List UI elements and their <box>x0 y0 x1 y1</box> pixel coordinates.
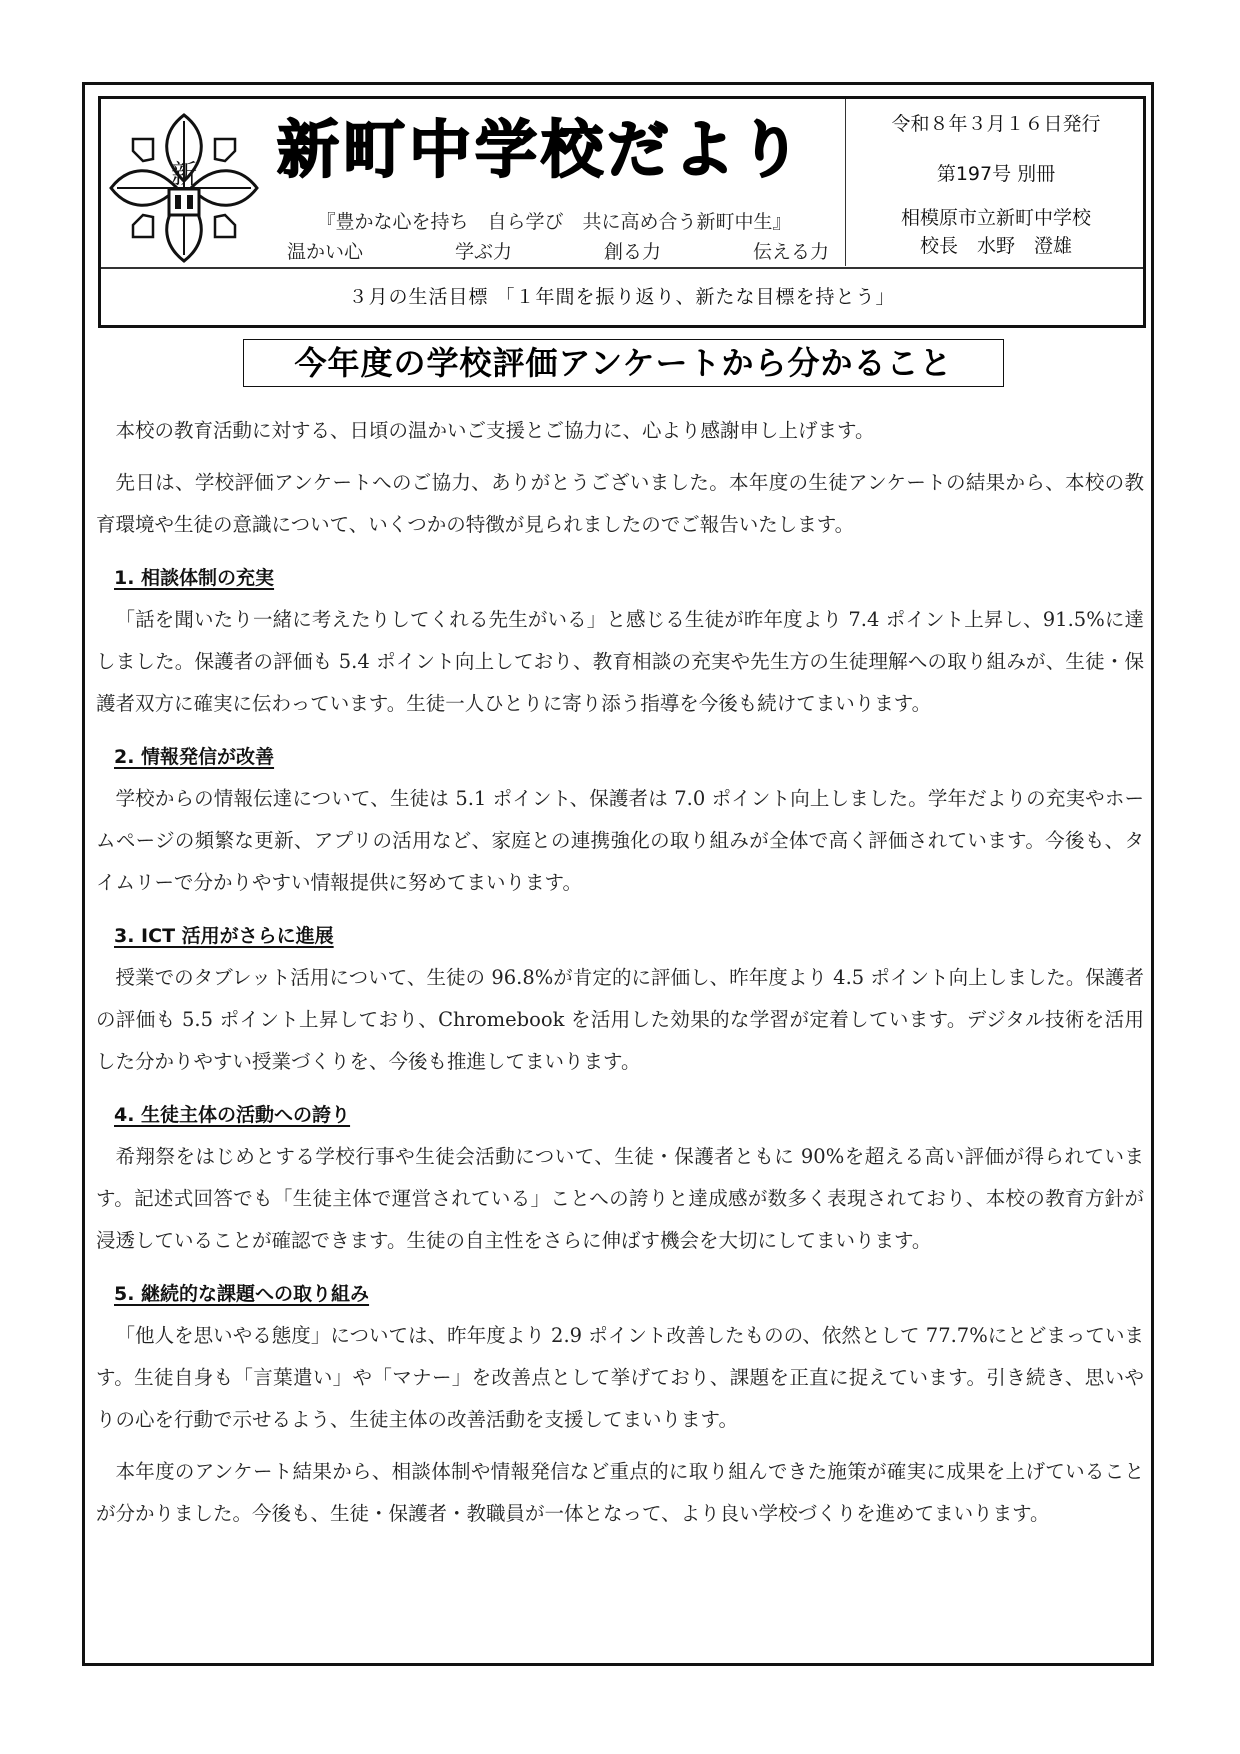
closing-paragraph: 本年度のアンケート結果から、相談体制や情報発信など重点的に取り組んできた施策が確実に成果を上げていることが分かりました。今後も、生徒・保護者・教職員が一体となって、より良い学校づくりを進めてまいります。 <box>96 1460 1144 1525</box>
section-heading: 5. 継続的な課題への取り組み <box>114 1283 370 1305</box>
section-body: 「他人を思いやる態度」については、昨年度より 2.9 ポイント改善したものの、依然として 77.7%にとどまっています。生徒自身も「言葉遣い」や「マナー」を改善点として挙げており、課題を正直に捉えています。引き続き、思いやりの心を行動で示せるよう、生徒主体の改善活動を支援してまいります。 <box>96 1324 1144 1431</box>
section-body: 学校からの情報伝達について、生徒は 5.1 ポイント、保護者は 7.0 ポイント向上しました。学年だよりの充実やホームページの頻繁な更新、アプリの活用など、家庭との連携強化の取り組みが全体で高く評価されています。今後も、タイムリーで分かりやすい情報提供に努めてまいります。 <box>96 787 1144 894</box>
school-motto: 『豊かな心を持ち 自ら学び 共に高め合う新町中生』 <box>316 211 792 233</box>
intro-paragraph: 先日は、学校評価アンケートへのご協力、ありがとうございました。本年度の生徒アンケートの結果から、本校の教育環境や生徒の意識について、いくつかの特徴が見られましたのでご報告いたします。 <box>96 471 1144 536</box>
section-heading: 2. 情報発信が改善 <box>114 746 275 768</box>
school-name: 相模原市立新町中学校 <box>900 207 1091 229</box>
value-item: 伝える力 <box>752 241 829 263</box>
header-top <box>101 99 1143 269</box>
document-body <box>96 410 1144 1545</box>
issue-info <box>845 99 1146 266</box>
monthly-goal: ３月の生活目標 「１年間を振り返り、新たな目標を持とう」 <box>348 286 896 308</box>
section-heading: 1. 相談体制の充実 <box>114 567 275 589</box>
intro-paragraph: 本校の教育活動に対する、日頃の温かいご支援とご協力に、心より感謝申し上げます。 <box>115 419 875 442</box>
masthead-title: 新町中学校だより <box>277 113 806 186</box>
value-item: 学ぶ力 <box>454 241 512 263</box>
section-heading: 3. ICT 活用がさらに進展 <box>114 925 334 947</box>
issue-number: 第197号 別冊 <box>936 163 1056 185</box>
section-information <box>96 735 1144 904</box>
value-item: 温かい心 <box>287 241 364 263</box>
section-ict <box>96 914 1144 1083</box>
section-ongoing-issues <box>96 1272 1144 1441</box>
newsletter-header <box>98 96 1146 328</box>
section-body: 「話を聞いたり一緒に考えたりしてくれる先生がいる」と感じる生徒が昨年度より 7.4 ポイント上昇し、91.5%に達しました。保護者の評価も 5.4 ポイント向上しており、教育相談の充実や先生方の生徒理解への取り組みが、生徒・保護者双方に確実に伝わっています。生徒一人ひとりに寄り添う指導を今後も続けてまいります。 <box>96 608 1144 715</box>
issue-date: 令和８年３月１６日発行 <box>891 113 1101 135</box>
section-consultation <box>96 556 1144 725</box>
value-item: 創る力 <box>603 241 661 263</box>
section-body: 授業でのタブレット活用について、生徒の 96.8%が肯定的に評価し、昨年度より 4.5 ポイント向上しました。保護者の評価も 5.5 ポイント上昇しており、Chromebook を活用した効果的な学習が定着しています。デジタル技術を活用した分かりやすい授業づくりを、今後も推進してまいります。 <box>96 966 1144 1073</box>
section-heading: 4. 生徒主体の活動への誇り <box>114 1104 351 1126</box>
school-values <box>273 237 843 264</box>
principal-name: 校長 水野 澄雄 <box>919 235 1072 257</box>
section-student-activities <box>96 1093 1144 1262</box>
svg-text:新: 新 <box>170 160 198 190</box>
school-crest-icon <box>105 109 263 267</box>
document-title: 今年度の学校評価アンケートから分かること <box>243 339 1004 387</box>
section-body: 希翔祭をはじめとする学校行事や生徒会活動について、生徒・保護者ともに 90%を超える高い評価が得られています。記述式回答でも「生徒主体で運営されている」ことへの誇りと達成感が数多く表現されており、本校の教育方針が浸透していることが確認できます。生徒の自主性をさらに伸ばす機会を大切にしてまいります。 <box>96 1145 1144 1252</box>
